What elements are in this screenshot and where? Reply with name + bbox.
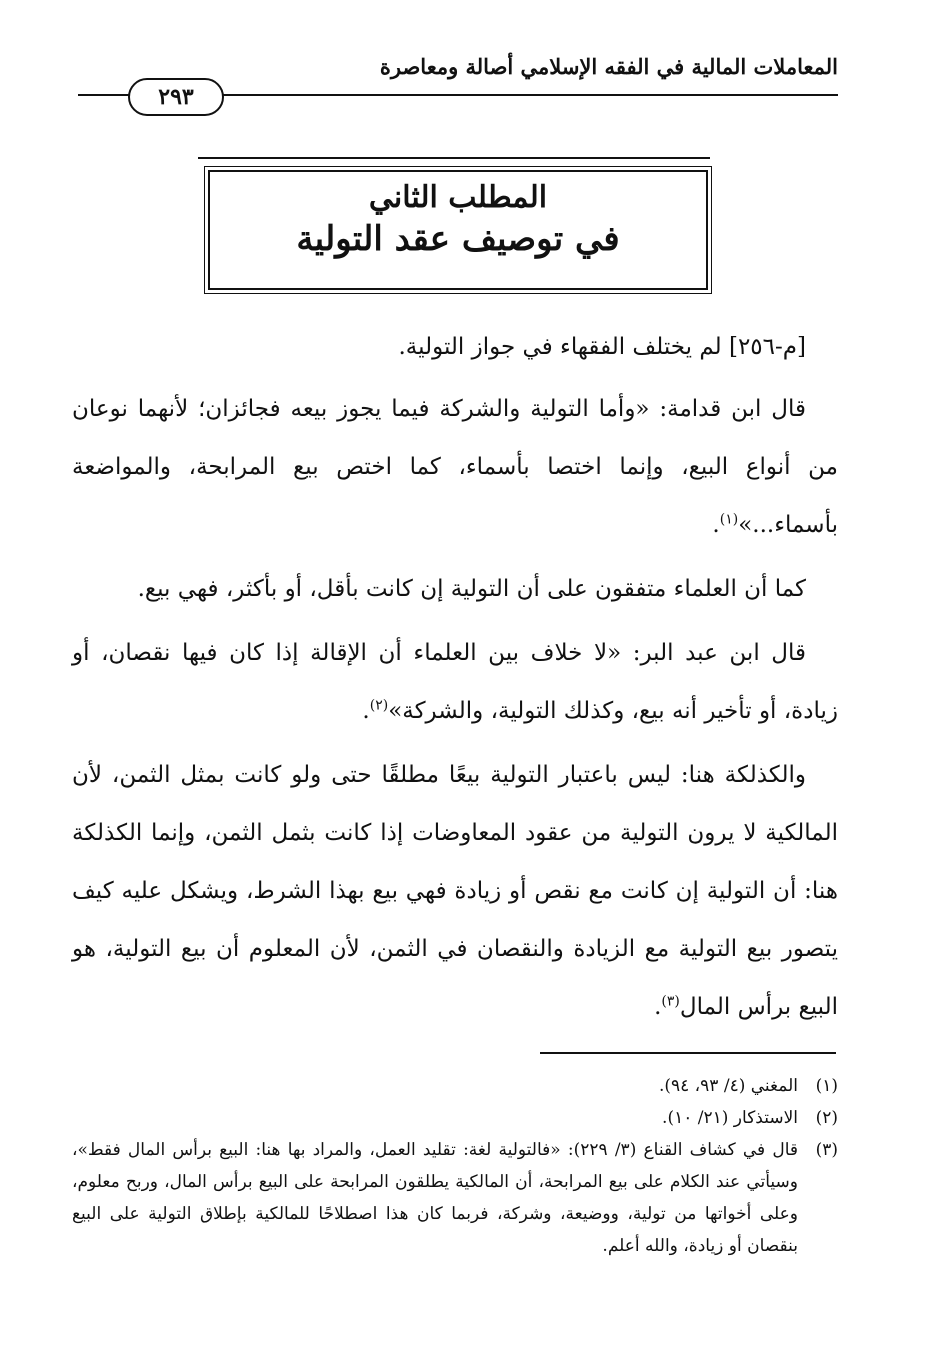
paragraph-2-text: قال ابن قدامة: «وأما التولية والشركة فيما يجوز بيعه فجائزان؛ لأنهما نوعان من أنواع البيع، وإنما اختصا بأسماء، كما اختص بيع المرابحة، والمواضعة بأسماء...» — [72, 396, 838, 538]
section-subtitle: في توصيف عقد التولية — [296, 219, 620, 259]
section-title: المطلب الثاني — [368, 180, 548, 215]
paragraph-5-text: والكذلكة هنا: ليس باعتبار التولية بيعًا مطلقًا حتى ولو كانت بمثل الثمن، لأن المالكية لا يرون التولية من عقود المعاوضات إذا كانت بثمل الثمن، وإنما الكذلكة هنا: أن التولية إن كانت مع نقص أو زيادة فهي بيع بهذا الشرط، ويشكل عليه كيف يتصور بيع التولية مع الزيادة والنقصان في الثمن، لأن المعلوم أن بيع التولية، هو البيع برأس المال — [72, 762, 838, 1020]
page-number: ٢٩٣ — [128, 78, 224, 116]
footnote-3 — [72, 1134, 838, 1262]
footnote-1 — [72, 1070, 838, 1102]
paragraph-4-text: قال ابن عبد البر: «لا خلاف بين العلماء أن الإقالة إذا كان فيها نقصان، أو زيادة، أو تأخير أنه بيع، وكذلك التولية، والشركة» — [72, 640, 838, 724]
footnote-2 — [72, 1102, 838, 1134]
title-top-rule — [198, 157, 710, 159]
footnote-text: الاستذكار (٢١/ ١٠). — [662, 1108, 798, 1128]
footnote-separator — [540, 1052, 836, 1054]
footnote-text: المغني (٤/ ٩٣، ٩٤). — [658, 1076, 798, 1096]
body-text — [72, 318, 838, 1042]
paragraph-3-text: كما أن العلماء متفقون على أن التولية إن كانت بأقل، أو بأكثر، فهي بيع. — [137, 576, 806, 602]
running-title: المعاملات المالية في الفقه الإسلامي أصالة ومعاصرة — [379, 54, 838, 79]
footnote-number: (١) — [815, 1076, 838, 1096]
paragraph-3 — [72, 560, 838, 618]
paragraph-5: والكذلكة هنا: ليس باعتبار التولية بيعًا مطلقًا حتى ولو كانت بمثل الثمن، لأن المالكية لا يرون التولية من عقود المعاوضات إذا كانت بثمل الثمن، وإنما الكذلكة هنا: أن التولية إن كانت مع نقص أو زيادة فهي بيع بهذا الشرط، ويشكل عليه كيف يتصور بيع التولية مع الزيادة والنقصان في الثمن، لأن المعلوم أن بيع التولية، هو البيع برأس المال$^{(٣)}$. — [72, 762, 838, 1020]
paragraph-1 — [72, 318, 838, 376]
footnote-ref-3[interactable]: (٣) — [661, 993, 680, 1010]
footnote-number: (٢) — [815, 1108, 838, 1128]
paragraph-2: قال ابن قدامة: «وأما التولية والشركة فيما يجوز بيعه فجائزان؛ لأنهما نوعان من أنواع البيع، وإنما اختصا بأسماء، كما اختص بيع المرابحة، والمواضعة بأسماء...»$^{(١)}$. — [72, 396, 838, 538]
section-title-box — [208, 170, 708, 290]
footnotes — [72, 1070, 838, 1262]
footnote-ref-1[interactable]: (١) — [719, 511, 739, 528]
footnote-text: قال في كشاف القناع (٣/ ٢٢٩): «فالتولية لغة: تقليد العمل، والمراد بها هنا: البيع برأس المال فقط»، وسيأتي عند الكلام على بيع المرابحة، أن المالكية يطلقون المرابحة على البيع برأس المال، وربح معلوم، وعلى أخواتها من تولية، ووضيعة، وشركة، فربما كان هذا اصطلاحًا للمالكية بإطلاق التولية على البيع بنقصان أو زيادة، والله أعلم. — [72, 1140, 798, 1256]
paragraph-4: قال ابن عبد البر: «لا خلاف بين العلماء أن الإقالة إذا كان فيها نقصان، أو زيادة، أو تأخير أنه بيع، وكذلك التولية، والشركة»$^{(٢)}$. — [72, 640, 838, 724]
footnote-ref-2[interactable]: (٢) — [369, 697, 389, 714]
paragraph-1-text: [م-٢٥٦] لم يختلف الفقهاء في جواز التولية. — [398, 334, 806, 360]
footnote-number: (٣) — [815, 1140, 838, 1160]
